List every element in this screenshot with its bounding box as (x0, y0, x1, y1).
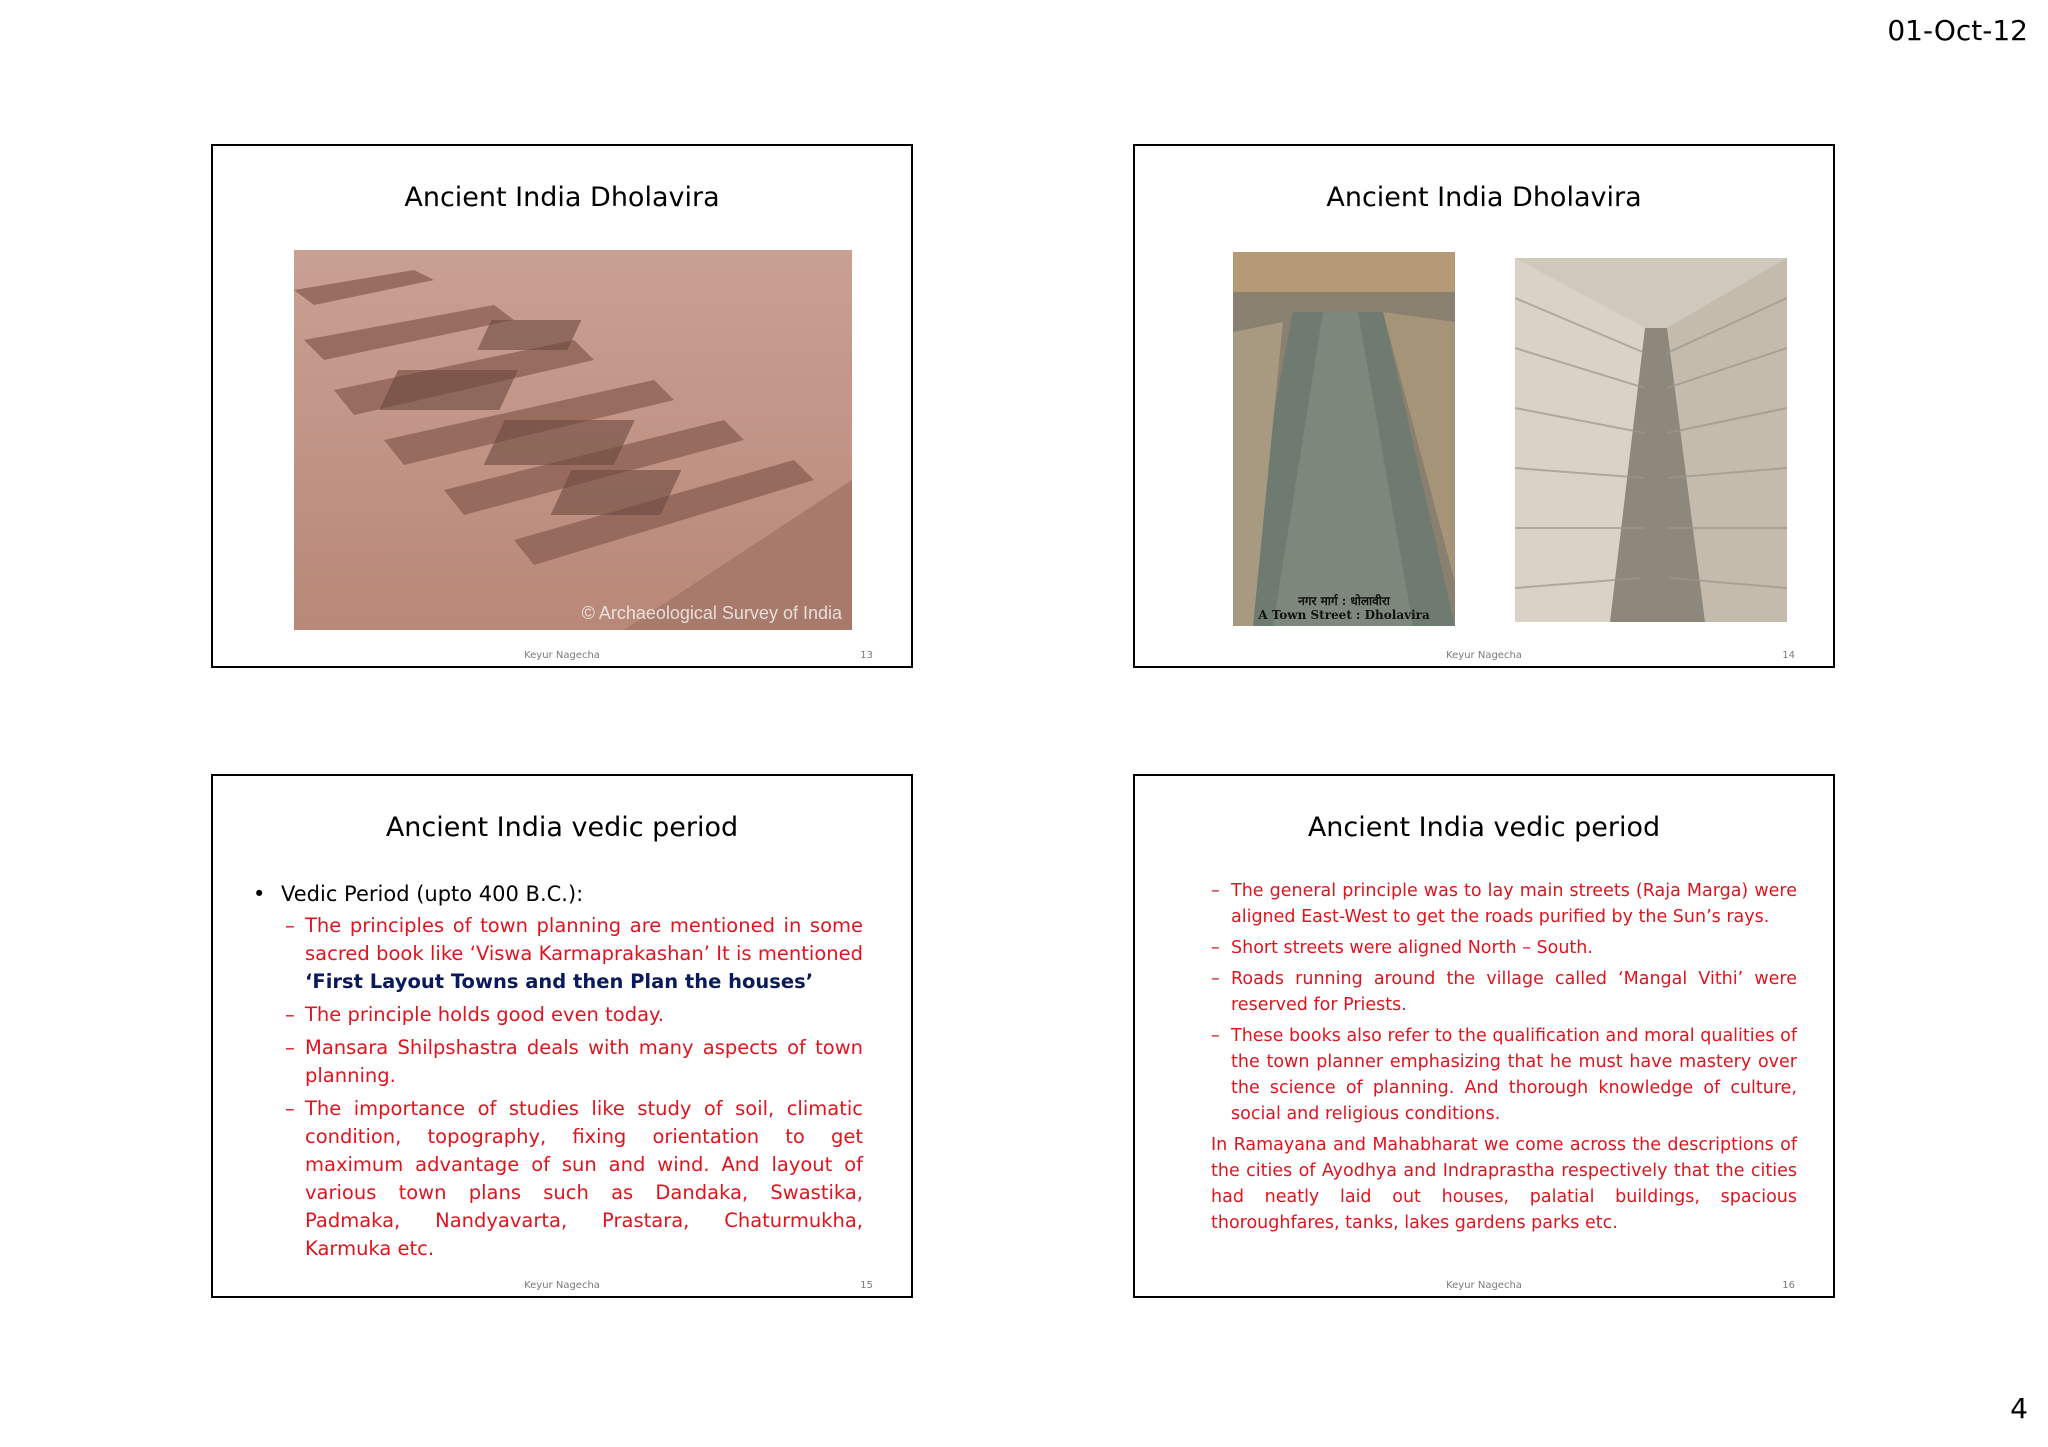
slide-number: 15 (860, 1280, 873, 1291)
dash-icon: – (285, 1003, 295, 1026)
dash-item: – The principle holds good even today. (285, 1001, 863, 1029)
dash-item: – The importance of studies like study of soil, climatic condition, topography, fixing orientation to get maximum advantage of sun and wind. And layout of various town plans such as Dandaka, Swastika, Padmaka, Nandyavarta, Prastara, Chaturmukha, Karmuka etc. (285, 1097, 863, 1260)
emphasis-text: ‘First Layout Towns and then Plan the houses’ (305, 970, 814, 993)
photo-watermark: © Archaeological Survey of India (581, 603, 842, 623)
dash-icon: – (285, 1097, 295, 1120)
slide-author: Keyur Nagecha (524, 650, 600, 661)
bullet-dot-icon: • (253, 882, 266, 906)
dash-item: – The principles of town planning are mentioned in some sacred book like ‘Viswa Karmaprakashan’ It is mentioned ‘First Layout Towns and then Plan the houses’ (285, 914, 863, 993)
slide-paragraph: In Ramayana and Mahabharat we come across the descriptions of the cities of Ayodhya and Indraprastha respectively that the cities had neatly laid out houses, palatial buildings, spacious thoroughfares, tanks, lakes gardens parks etc. (1211, 1135, 1797, 1233)
dash-item: – Roads running around the village called ‘Mangal Vithi’ were reserved for Priests. (1211, 966, 1797, 1018)
photo-caption: नगर मार्ग : धोलावीरा A Town Street : Dholavira (1258, 594, 1430, 622)
stone-wall-photo (1515, 258, 1787, 622)
slide-15 (211, 774, 913, 1298)
dash-item: – These books also refer to the qualification and moral qualities of the town planner emphasizing that he must have mastery over the science of planning. And thorough knowledge of culture, social and religious conditions. (1211, 1023, 1797, 1127)
slide-author: Keyur Nagecha (1446, 1280, 1522, 1291)
excavation-photo (294, 250, 852, 630)
slide-author: Keyur Nagecha (1446, 650, 1522, 661)
slide-body (1211, 878, 1797, 1236)
dash-item: – The general principle was to lay main streets (Raja Marga) were aligned East-West to get the roads purified by the Sun’s rays. (1211, 878, 1797, 930)
slide-title: Ancient India vedic period (1307, 812, 1661, 843)
slide-body (253, 880, 863, 1268)
dash-item: – Mansara Shilpshastra deals with many aspects of town planning. (285, 1036, 863, 1087)
slide-title: Ancient India vedic period (385, 812, 739, 843)
slide-number: 16 (1782, 1280, 1795, 1291)
dash-icon: – (285, 914, 295, 937)
slide-title: Ancient India Dholavira (404, 182, 720, 213)
slide-14 (1133, 144, 1835, 668)
slide-number: 13 (860, 650, 873, 661)
page-number: 4 (2010, 1392, 2028, 1425)
town-street-photo (1233, 252, 1455, 626)
slide-author: Keyur Nagecha (524, 1280, 600, 1291)
dash-item: – Short streets were aligned North – South. (1211, 935, 1797, 961)
dash-icon: – (1211, 969, 1220, 989)
bullet-item: • Vedic Period (upto 400 B.C.): (253, 882, 584, 906)
slide-16 (1133, 774, 1835, 1298)
dash-icon: – (285, 1036, 295, 1059)
dash-icon: – (1211, 1026, 1220, 1046)
slide-title: Ancient India Dholavira (1326, 182, 1642, 213)
slide-13 (211, 144, 913, 668)
dash-icon: – (1211, 938, 1220, 958)
page-date: 01-Oct-12 (1887, 14, 2028, 47)
dash-icon: – (1211, 881, 1220, 901)
slide-number: 14 (1782, 650, 1795, 661)
